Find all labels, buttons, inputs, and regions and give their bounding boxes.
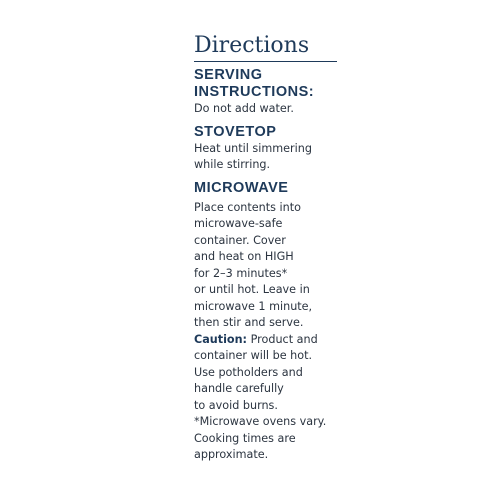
body-line: Cooking times are: [194, 431, 296, 445]
body-line: Heat until simmering: [194, 141, 312, 155]
heading-line: STOVETOP: [194, 123, 277, 140]
caution-line: [194, 332, 344, 349]
body-line: container. Cover: [194, 233, 286, 247]
body-line: or until hot. Leave in: [194, 283, 310, 296]
directions-title: Directions: [194, 33, 310, 58]
heading-line: SERVING: [194, 67, 263, 83]
caution-label: Caution:: [194, 332, 248, 346]
body-line: container will be hot.: [194, 349, 313, 362]
microwave-heading: [194, 180, 344, 197]
body-line: while stirring.: [194, 158, 271, 171]
body-line: then stir and serve.: [194, 316, 304, 329]
body-line: Place contents into: [194, 200, 301, 214]
caution-text: Product and: [247, 332, 318, 346]
body-line: *Microwave ovens vary.: [194, 415, 327, 428]
body-line: handle carefully: [194, 382, 284, 395]
body-line: approximate.: [194, 448, 269, 461]
directions-panel: [194, 34, 344, 464]
body-line: to avoid burns.: [194, 398, 278, 412]
heading-line: MICROWAVE: [194, 179, 289, 196]
body-line: Do not add water.: [194, 102, 294, 115]
body-line: microwave 1 minute,: [194, 299, 313, 313]
body-line: Use potholders and: [194, 365, 303, 379]
stovetop-heading: [194, 124, 344, 141]
title-divider: [194, 61, 337, 62]
heading-line: INSTRUCTIONS:: [194, 84, 315, 100]
body-line: microwave-safe: [194, 217, 283, 230]
serving-instructions-heading: [194, 67, 344, 101]
body-line: for 2–3 minutes*: [194, 266, 288, 280]
serving-instructions-text: [194, 101, 344, 118]
body-line: and heat on HIGH: [194, 250, 294, 263]
stovetop-text: [194, 141, 344, 174]
microwave-text: [194, 200, 344, 464]
